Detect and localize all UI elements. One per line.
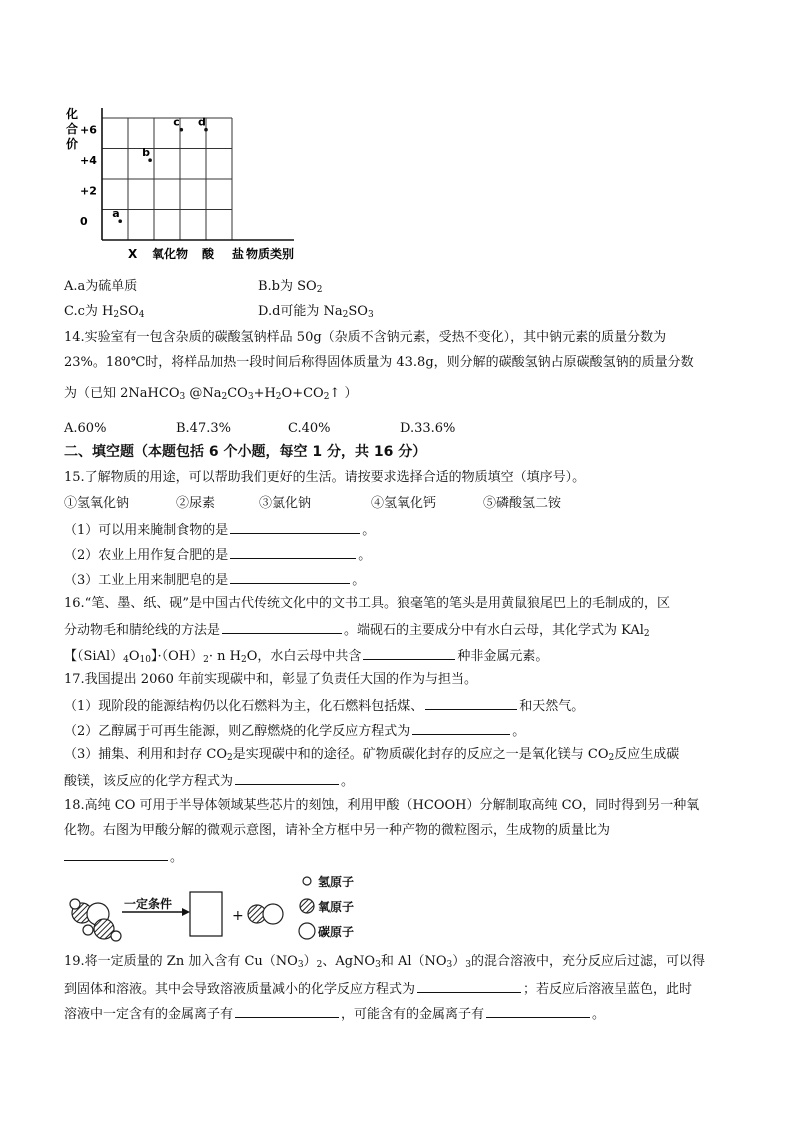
q18-stem-line3: 。 (64, 847, 183, 867)
q15-sub2: （2）农业上用作复合肥的是 。 (64, 545, 371, 565)
section-heading: 二、填空题（本题包括 6 个小题，每空 1 分，共 16 分） (64, 444, 427, 460)
q15-sub3: （3）工业上用来制肥皂的是 。 (64, 570, 365, 590)
q14-option-b: B.47.3% (176, 421, 231, 436)
y-tick-label: 0 (80, 215, 88, 229)
answer-blank[interactable] (230, 545, 356, 559)
q13-option-b: B.b为 $SO_2$ (258, 279, 323, 295)
formic-acid-molecule (70, 899, 121, 941)
q19-stem-line1: 19.将一定质量的 Zn 加入含有 $Cu(NO_3)_2$、AgNO$_3$和 $Al(NO_3)_3$的混合溶液中，充分反应后过滤，可以得 (64, 954, 706, 970)
x-tick-label: 酸 (202, 247, 215, 261)
q19-stem-line2: 到固体和溶液。其中会导致溶液质量减小的化学反应方程式为 ；若反应后溶液呈蓝色，此时 (64, 979, 692, 999)
q13-option-c: C.c为 $H_2SO_4$ (64, 304, 145, 320)
x-tick-label: 盐 (232, 247, 245, 261)
q13-option-d: D.d可能为 $Na_2SO_3$ (258, 304, 374, 320)
answer-blank[interactable] (230, 520, 360, 534)
q15-sub1: （1）可以用来腌制食物的是 。 (64, 520, 375, 540)
point-label-d: d (198, 115, 206, 129)
point-label-c: c (173, 115, 180, 129)
x-tick-label: X (128, 247, 138, 261)
answer-blank[interactable] (486, 1004, 590, 1018)
legend-oxygen: 氧原子 (318, 900, 355, 914)
q14-option-c: C.40% (288, 421, 331, 436)
plus-sign: + (232, 908, 244, 924)
q18-stem-line2: 化物。右图为甲酸分解的微观示意图，请补全方框中另一种产物的微粒图示，生成物的质量比为 (64, 823, 611, 838)
q15-option-2: ②尿素 (176, 496, 216, 511)
q16-stem-line1: 16.“笔、墨、纸、砚”是中国古代传统文化中的文书工具。狼毫笔的笔头是用黄鼠狼尾巴上的毛制成的，区 (64, 596, 670, 611)
q16-stem-line2: 分动物毛和腈纶线的方法是 。端砚石的主要成分中有水白云母，其化学式为 KAl$_2$ (64, 620, 650, 643)
answer-blank[interactable] (363, 646, 455, 660)
answer-blank[interactable] (425, 696, 517, 710)
q15-option-3: ③氯化钠 (259, 496, 312, 511)
answer-blank[interactable] (64, 847, 168, 861)
q14-option-d: D.33.6% (400, 421, 456, 436)
y-axis-label: 化 (66, 107, 79, 121)
q14-stem-line1: 14.实验室有一包含杂质的碳酸氢钠样品 50g（杂质不含钠元素，受热不变化），其中钠元素的质量分数为 (64, 330, 667, 345)
answer-blank[interactable] (235, 771, 339, 785)
q17-stem: 17.我国提出 2060 年前实现碳中和，彰显了负责任大国的作为与担当。 (64, 672, 478, 687)
y-tick-label: +4 (80, 154, 97, 168)
reaction-arrow (122, 896, 190, 916)
q14-stem-line3: 为（已知 2NaHCO$_3$ $@Na_2CO_3+H_2O+CO_2↑$ ） (64, 386, 358, 402)
q15-option-5: ⑤磷酸氢二铵 (483, 496, 562, 511)
y-axis-label: 合 (66, 122, 79, 136)
q17-sub1: （1）现阶段的能源结构仍以化石燃料为主，化石燃料包括煤、 和天然气。 (64, 696, 584, 716)
legend-carbon: 碳原子 (318, 925, 355, 939)
valence-chart (60, 100, 300, 270)
product-box[interactable] (190, 892, 222, 936)
q17-sub3-line1: （3）捕集、利用和封存 $CO_2$是实现碳中和的途径。矿物质碳化封存的反应之一是氧化镁与 $CO_2$反应生成碳 (64, 747, 680, 763)
q19-stem-line3: 溶液中一定含有的金属离子有 ，可能含有的金属离子有 。 (64, 1004, 605, 1024)
q13-option-a: A.a为硫单质 (64, 279, 138, 294)
y-tick-label: +6 (80, 123, 97, 137)
chart-grid (65, 106, 294, 261)
q16-stem-line3: 【$(SiAl)_4O_{10}$】$\cdot(OH)_2\cdot n$ $H_2O$，水白云母中共含 种非金属元素。 (64, 646, 548, 669)
q17-sub2: （2）乙醇属于可再生能源，则乙醇燃烧的化学反应方程式为 。 (64, 721, 525, 741)
reaction-condition: 一定条件 (124, 897, 173, 911)
y-axis-label: 价 (66, 137, 79, 151)
point-label-b: b (142, 146, 150, 160)
answer-blank[interactable] (417, 979, 521, 993)
q14-stem-line2: 23%。180℃时，将样品加热一段时间后称得固体质量为 43.8g，则分解的碳酸氢钠占原碳酸氢钠的质量分数 (64, 355, 694, 370)
q15-option-4: ④氢氧化钙 (371, 496, 437, 511)
atom-legend (299, 874, 354, 939)
answer-blank[interactable] (230, 570, 350, 584)
co-molecule (248, 904, 283, 924)
reaction-diagram (62, 868, 382, 948)
q17-sub3-line2: 酸镁，该反应的化学方程式为 。 (64, 771, 354, 791)
chart-marks (112, 116, 208, 223)
q14-option-a: A.60% (64, 421, 107, 436)
answer-blank[interactable] (412, 721, 510, 735)
q18-stem-line1: 18.高纯 CO 可用于半导体领域某些芯片的刻蚀，利用甲酸（HCOOH）分解制取高纯 CO，同时得到另一种氧 (64, 798, 700, 813)
answer-blank[interactable] (235, 1004, 339, 1018)
q15-option-1: ①氢氧化钠 (64, 496, 130, 511)
x-tick-label: 氧化物 (152, 247, 189, 261)
q15-stem: 15.了解物质的用途，可以帮助我们更好的生活。请按要求选择合适的物质填空（填序号）。 (64, 470, 586, 485)
answer-blank[interactable] (222, 620, 342, 634)
legend-hydrogen: 氢原子 (318, 875, 355, 889)
data-point-c (180, 128, 184, 132)
x-axis-label: 物质类别 (246, 247, 295, 261)
point-label-a: a (112, 207, 120, 221)
y-tick-label: +2 (80, 184, 97, 198)
